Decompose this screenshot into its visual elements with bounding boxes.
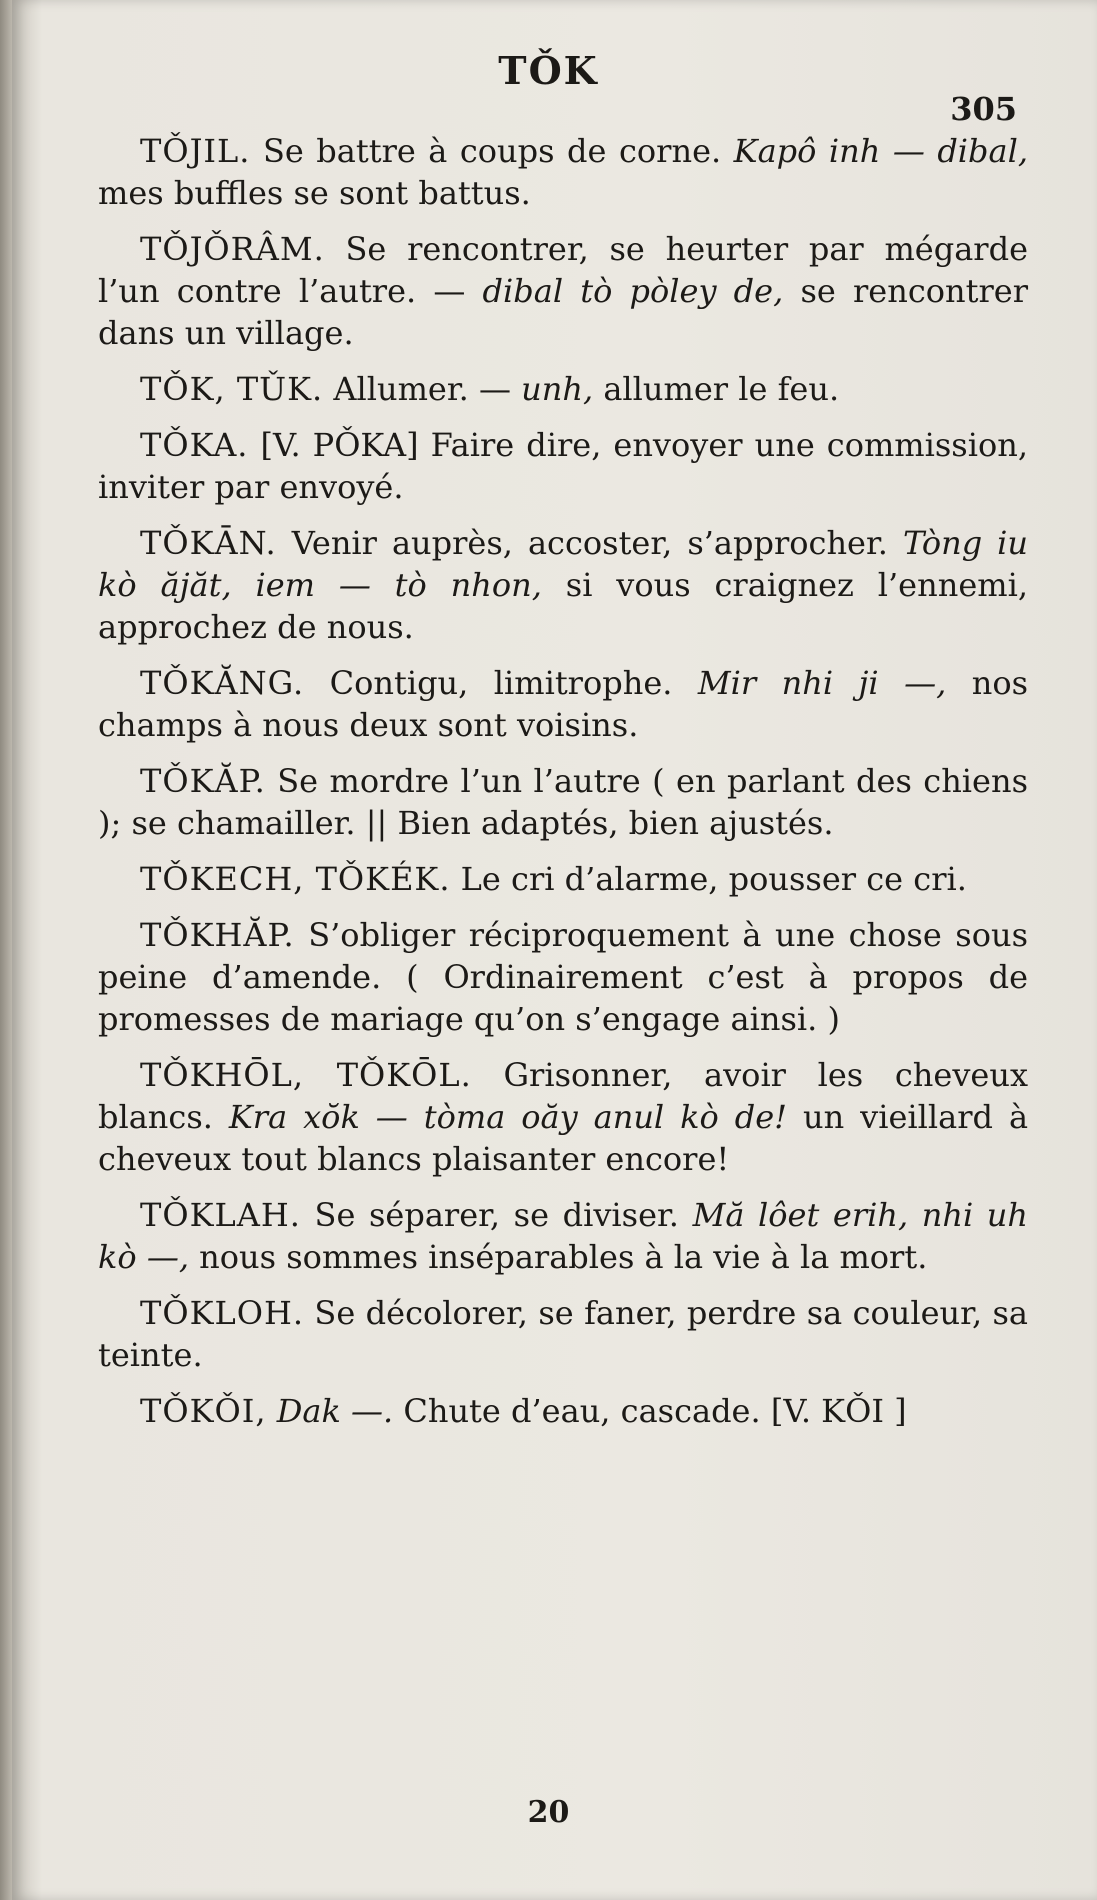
signature-mark: 20	[527, 1795, 570, 1830]
entry-gloss: si vous craignez l’ennemi, approchez de nous.	[98, 566, 1029, 646]
entry-headword: TǑKĂNG.	[140, 664, 305, 702]
entry-example: Dak —.	[276, 1392, 394, 1430]
entry-headword: TǑKLOH.	[140, 1294, 305, 1332]
entry-gloss: allumer le feu.	[593, 370, 840, 408]
entry-definition: Grisonner, avoir les cheveux blancs.	[98, 1056, 1029, 1136]
entry-gloss: Chute d’eau, cascade. [V. KǑI ]	[393, 1392, 907, 1430]
entry-definition	[267, 1392, 277, 1430]
entry-gloss: nos champs à nous deux sont voisins.	[98, 664, 1029, 744]
entry-headword: TǑKHĂP.	[140, 916, 295, 954]
entry-definition: S’obliger réciproquement à une chose sous peine d’amende. ( Ordinairement c’est à propos de promesses de mariage qu’on s’engage ainsi. )	[98, 916, 1028, 1038]
entry-gloss: mes buffles se sont battus.	[98, 174, 531, 212]
running-head: TǑK	[498, 48, 599, 93]
entry-example: dibal tò pòley de,	[482, 272, 784, 310]
entry-example: Kra xŏk — tòma oăy anul kò de!	[228, 1098, 788, 1136]
dictionary-entry	[98, 1054, 1028, 1180]
entry-headword: TǑKĀN.	[140, 524, 277, 562]
dictionary-entry	[98, 914, 1028, 1040]
entry-definition: Se séparer, se diviser.	[300, 1196, 693, 1234]
dictionary-entries	[98, 130, 1028, 1446]
entry-example: Mir nhi ji —,	[697, 664, 947, 702]
entry-definition: [V. PǑKA] Faire dire, envoyer une commission, inviter par envoyé.	[98, 426, 1028, 506]
entry-headword: TǑKǑI,	[140, 1392, 267, 1430]
dictionary-entry	[98, 1292, 1028, 1376]
book-gutter	[0, 0, 12, 1900]
dictionary-entry	[98, 858, 1028, 900]
entry-headword: TǑKĂP.	[140, 762, 266, 800]
entry-definition: Le cri d’alarme, pousser ce cri.	[450, 860, 967, 898]
entry-definition: Contigu, limitrophe.	[304, 664, 698, 702]
entry-headword: TǑKHŌL, TǑKŌL.	[140, 1056, 472, 1094]
page-number: 305	[950, 90, 1017, 128]
entry-gloss: nous sommes inséparables à la vie à la mort.	[189, 1238, 928, 1276]
dictionary-entry	[98, 662, 1028, 746]
entry-example: Mă lôet erih, nhi uh kò —,	[98, 1196, 1028, 1276]
entry-headword: TǑK, TǓK.	[140, 370, 324, 408]
entry-definition: Allumer. —	[323, 370, 522, 408]
entry-definition: Se décolorer, se faner, perdre sa couleur, sa teinte.	[98, 1294, 1028, 1374]
entry-headword: TǑKLAH.	[140, 1196, 301, 1234]
entry-headword: TǑKA.	[140, 426, 249, 464]
entry-headword: TǑJIL.	[140, 132, 251, 170]
dictionary-entry	[98, 522, 1028, 648]
dictionary-entry	[98, 424, 1028, 508]
dictionary-entry	[98, 368, 1028, 410]
entry-example: Kapô inh — dibal,	[733, 132, 1029, 170]
entry-definition: Se rencontrer, se heurter par mégarde l’un contre l’autre. —	[98, 230, 1028, 310]
entry-example: Tòng iu kò ăjăt, iem — tò nhon,	[98, 524, 1029, 604]
dictionary-entry	[98, 1390, 1028, 1432]
entry-definition: Venir auprès, accoster, s’approcher.	[276, 524, 903, 562]
entry-gloss: se rencontrer dans un village.	[98, 272, 1029, 352]
dictionary-entry	[98, 1194, 1028, 1278]
entry-definition: Se mordre l’un l’autre ( en parlant des chiens ); se chamailler. || Bien adaptés, bien ajustés.	[98, 762, 1028, 842]
entry-gloss: un vieillard à cheveux tout blancs plaisanter encore!	[98, 1098, 1029, 1178]
dictionary-entry	[98, 130, 1028, 214]
dictionary-entry	[98, 760, 1028, 844]
dictionary-entry	[98, 228, 1028, 354]
entry-definition: Se battre à coups de corne.	[250, 132, 734, 170]
entry-headword: TǑJǑRÂM.	[140, 230, 325, 268]
entry-example: unh,	[521, 370, 594, 408]
entry-headword: TǑKECH, TǑKÉK.	[140, 860, 451, 898]
